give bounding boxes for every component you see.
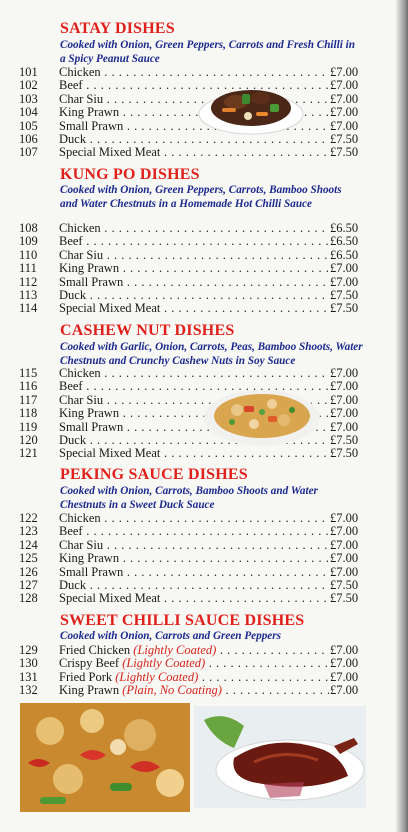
menu-item-price: £7.00 [330, 78, 359, 93]
menu-item [0, 684, 396, 697]
menu-item-price: £7.00 [330, 118, 359, 133]
menu-item [0, 539, 396, 552]
menu-item-label: Chicken [59, 367, 101, 380]
menu-item-number: 106 [19, 132, 38, 146]
menu-item-price: £7.00 [330, 669, 359, 684]
cashew-nut-dish-photo [202, 386, 322, 448]
menu-item-price: £7.50 [330, 446, 359, 461]
menu-item-name [59, 579, 329, 592]
roast-duck-photo [194, 706, 366, 808]
menu-item-number: 115 [19, 366, 38, 380]
menu-item-price: £7.50 [330, 288, 359, 302]
menu-item-number: 114 [19, 301, 38, 316]
menu-item [0, 222, 396, 235]
menu-item-label: Beef [59, 79, 83, 93]
section-title: PEKING SAUCE DISHES [60, 466, 248, 483]
menu-item-number: 131 [19, 669, 38, 684]
menu-item-price: £7.00 [330, 392, 359, 407]
menu-item-price: £7.50 [330, 301, 359, 316]
menu-item-label: King Prawn [59, 106, 120, 120]
menu-item-label: Duck [59, 579, 87, 592]
menu-item-label: Beef [59, 380, 83, 394]
menu-item-label: King Prawn [59, 407, 120, 421]
section-description: Cooked with Onion, Green Peppers, Carrots and Fresh Chilli in a Spicy Peanut Sauce [60, 39, 355, 65]
menu-item-price: £7.50 [330, 578, 359, 592]
menu-item-number: 121 [19, 446, 38, 461]
menu-item-number: 128 [19, 591, 38, 606]
menu-item-label: Crispy Beef [59, 657, 120, 671]
menu-item-note: (Lightly Coated) [122, 657, 206, 671]
menu-item-price: £6.50 [330, 234, 359, 249]
menu-item-price: £7.00 [330, 564, 359, 579]
menu-item-number: 107 [19, 145, 38, 160]
menu-item-number: 130 [19, 656, 38, 671]
menu-item-label: Duck [59, 289, 87, 302]
menu-item [0, 302, 396, 315]
menu-item-label: King Prawn [59, 552, 120, 566]
menu-item-price: £7.00 [330, 419, 359, 434]
menu-item [0, 434, 396, 447]
menu-item-number: 126 [19, 564, 38, 579]
menu-item [0, 671, 396, 684]
menu-item-label: Beef [59, 235, 83, 249]
menu-item-label: Beef [59, 525, 83, 539]
menu-item-number: 111 [19, 261, 37, 276]
menu-item-number: 122 [19, 511, 38, 525]
menu-item-label: Chicken [59, 222, 101, 235]
menu-item [0, 447, 396, 460]
menu-item-price: £7.00 [330, 261, 359, 276]
menu-item-note: (Lightly Coated) [115, 670, 199, 684]
menu-item-price: £6.50 [330, 247, 359, 262]
menu-item-number: 118 [19, 406, 38, 421]
menu-item-name [59, 671, 329, 684]
menu-item [0, 512, 396, 525]
menu-item [0, 525, 396, 538]
section-title: CASHEW NUT DISHES [60, 322, 235, 339]
section-description: Cooked with Onion, Carrots, Bamboo Shoots and Water Chestnuts in a Sweet Duck Sauce [60, 485, 318, 511]
menu-item-price: £6.50 [330, 221, 359, 235]
menu-item-price: £7.00 [330, 524, 359, 539]
menu-item-price: £7.00 [330, 274, 359, 289]
menu-item-label: King Prawn [59, 684, 120, 698]
menu-item-number: 101 [19, 65, 38, 79]
menu-item-price: £7.00 [330, 643, 359, 657]
menu-item-label: Chicken [59, 512, 101, 525]
menu-item-label: Duck [59, 434, 87, 447]
menu-item-label: Fried Chicken [59, 644, 131, 657]
menu-item-name [59, 249, 329, 262]
menu-item-price: £7.00 [330, 551, 359, 566]
menu-item-label: Char Siu [59, 92, 104, 106]
menu-item-price: £7.00 [330, 511, 359, 525]
menu-item [0, 644, 396, 657]
menu-item-label: Special Mixed Meat [59, 447, 161, 461]
menu-item-price: £7.00 [330, 656, 359, 671]
menu-item-price: £7.50 [330, 145, 359, 160]
menu-item-name [59, 222, 329, 235]
menu-item [0, 657, 396, 670]
menu-item-name [59, 512, 329, 525]
menu-item-label: Small Prawn [59, 420, 124, 434]
menu-item [0, 592, 396, 605]
menu-item-label: Small Prawn [59, 119, 124, 133]
menu-item-number: 123 [19, 524, 38, 539]
menu-item [0, 146, 396, 159]
menu-item-price: £7.00 [330, 65, 359, 79]
menu-item-price: £7.00 [330, 366, 359, 380]
menu-item-label: King Prawn [59, 262, 120, 276]
menu-item-label: Small Prawn [59, 565, 124, 579]
menu-item-number: 125 [19, 551, 38, 566]
menu-item [0, 380, 396, 393]
menu-item-number: 124 [19, 537, 38, 552]
menu-item-number: 105 [19, 118, 38, 133]
menu-item-note: (Lightly Coated) [133, 644, 217, 657]
menu-item-number: 120 [19, 433, 38, 447]
menu-item-label: Fried Pork [59, 670, 113, 684]
menu-item-label: Special Mixed Meat [59, 302, 161, 316]
menu-item-number: 116 [19, 379, 38, 394]
section-description: Cooked with Onion, Carrots and Green Peppers [60, 630, 281, 642]
menu-item-number: 104 [19, 105, 38, 120]
menu-item-number: 109 [19, 234, 38, 249]
menu-item-name [59, 525, 329, 538]
menu-item [0, 262, 396, 275]
menu-item-name [59, 276, 329, 289]
page-edge-shadow [396, 0, 408, 832]
menu-item-name [59, 302, 329, 315]
menu-item-label: Char Siu [59, 538, 104, 552]
section-title: SWEET CHILLI SAUCE DISHES [60, 612, 305, 629]
menu-item-number: 110 [19, 247, 38, 262]
menu-item-name [59, 539, 329, 552]
menu-item-number: 102 [19, 78, 38, 93]
menu-item-number: 127 [19, 578, 38, 592]
section-title: SATAY DISHES [60, 20, 175, 37]
menu-item [0, 407, 396, 420]
menu-item-number: 119 [19, 419, 38, 434]
menu-item-price: £7.00 [330, 91, 359, 106]
menu-item-label: Small Prawn [59, 275, 124, 289]
section-description: Cooked with Onion, Green Peppers, Carrots, Bamboo Shoots and Water Chestnuts in a Homemade Hot Chilli Sauce [60, 184, 342, 210]
menu-item-price: £7.00 [330, 379, 359, 394]
menu-item-label: Special Mixed Meat [59, 592, 161, 606]
stir-fry-dish-photo [20, 703, 190, 812]
menu-item-price: £7.50 [330, 433, 359, 447]
menu-item [0, 289, 396, 302]
menu-item [0, 394, 396, 407]
menu-item-number: 117 [19, 392, 38, 407]
section-title: KUNG PO DISHES [60, 166, 200, 183]
menu-item-price: £7.00 [330, 537, 359, 552]
menu-item-name [59, 592, 329, 605]
menu-item [0, 249, 396, 262]
menu-item-price: £7.50 [330, 132, 359, 146]
menu-item-number: 113 [19, 288, 38, 302]
menu-item-label: Chicken [59, 66, 101, 79]
menu-item-price: £7.00 [330, 105, 359, 120]
menu-item-name [59, 367, 329, 380]
section-description: Cooked with Garlic, Onion, Carrots, Peas, Bamboo Shoots, Water Chestnuts and Crunchy Cashew Nuts in Soy Sauce [60, 341, 363, 367]
menu-item [0, 579, 396, 592]
menu-item-name [59, 566, 329, 579]
menu-item-number: 129 [19, 643, 38, 657]
menu-item-note: (Plain, No Coating) [122, 684, 222, 698]
satay-dish-photo [198, 78, 304, 138]
menu-item-name [59, 552, 329, 565]
menu-item-name [59, 447, 329, 460]
menu-item [0, 566, 396, 579]
menu-item-name [59, 262, 329, 275]
menu-item-number: 112 [19, 274, 38, 289]
menu-item-price: £7.50 [330, 591, 359, 606]
menu-item-name [59, 644, 329, 657]
menu-item-number: 108 [19, 221, 38, 235]
menu-item [0, 276, 396, 289]
menu-item-price: £7.00 [330, 683, 359, 698]
menu-item-label: Duck [59, 133, 87, 146]
menu-item [0, 421, 396, 434]
menu-item-name [59, 684, 329, 697]
menu-item [0, 367, 396, 380]
menu-item-name [59, 657, 329, 670]
menu-item-price: £7.00 [330, 406, 359, 421]
menu-item [0, 552, 396, 565]
menu-item-label: Special Mixed Meat [59, 146, 161, 160]
menu-item-number: 132 [19, 683, 38, 698]
menu-item-name [59, 146, 329, 159]
menu-item-name [59, 235, 329, 248]
menu-item-name [59, 289, 329, 302]
menu-item-label: Char Siu [59, 248, 104, 262]
menu-item-number: 103 [19, 91, 38, 106]
menu-item-label: Char Siu [59, 393, 104, 407]
menu-item [0, 235, 396, 248]
